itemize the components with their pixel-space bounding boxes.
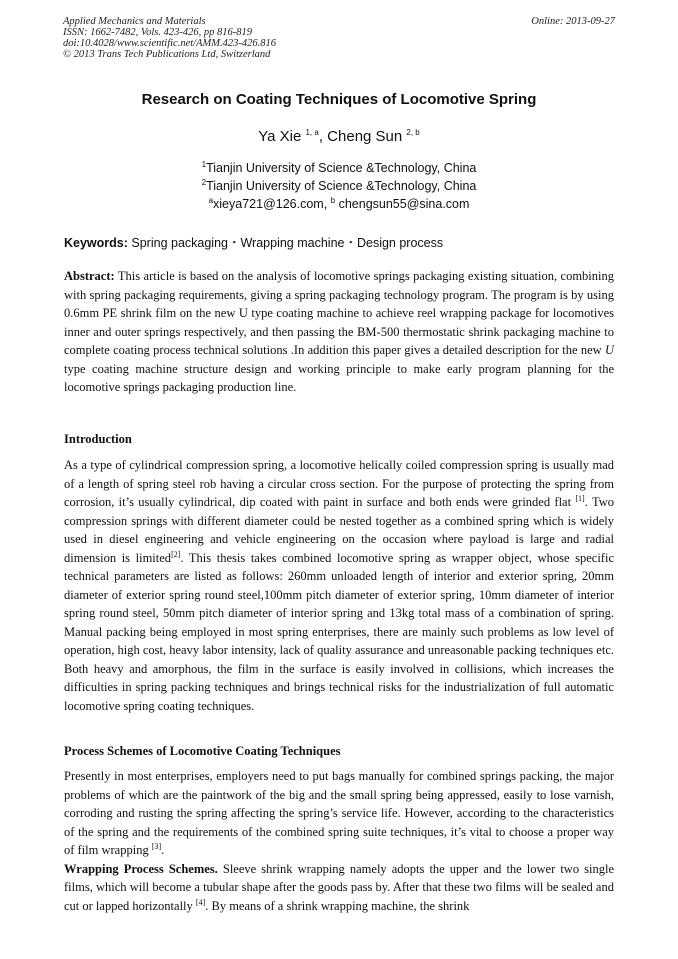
process-heading: Process Schemes of Locomotive Coating Techniques (64, 744, 341, 758)
journal-header (63, 16, 276, 60)
email-line (0, 197, 678, 211)
abstract-italic-u: U (604, 343, 614, 357)
process-text-3: . By means of a shrink wrapping machine, the shrink (205, 898, 470, 913)
paper-title: Research on Coating Techniques of Locomotive Spring (141, 91, 537, 108)
journal-name: Applied Mechanics and Materials (63, 16, 206, 27)
process-text-1: Presently in most enterprises, employers need to put bags manually for combined springs packing, the major problems of which are the paintwork of the big and the small spring being appressed, easily to lose varnish, corroding and rusting the spring affecting the spring’s service life. However, according to the characteristics of the spring and the requirements of the combined spring suite techniques, it’s vital to choose a proper way of film wrapping (64, 769, 614, 857)
process-text-1-end: . (161, 843, 165, 857)
author-line (0, 128, 678, 145)
author-1: Ya Xie (258, 128, 306, 145)
keywords-label: Keywords: (64, 236, 132, 250)
issn-line: ISSN: 1662-7482, Vols. 423-426, pp 816-819 (63, 27, 252, 38)
wrapping-label: Wrapping Process Schemes. (64, 861, 218, 876)
email-1: xieya721@126.com, (213, 197, 331, 211)
process-text-2: Sleeve shrink wrapping namely adopts the upper and the lower two single films, which will become a tubular shape after the goods pass by. After that these two films will be sealed and cut or lapped horizontally (64, 861, 615, 913)
online-date: Online: 2013-09-27 (531, 16, 615, 27)
introduction-heading: Introduction (64, 432, 132, 446)
keywords-text: Spring packaging・Wrapping machine・Design process (131, 236, 444, 250)
author-2: Cheng Sun (327, 128, 407, 145)
ref-1: [1] (575, 493, 585, 503)
doi-line: doi:10.4028/www.scientific.net/AMM.423-426.816 (63, 38, 276, 49)
author-sep: , (318, 128, 328, 145)
affiliation-2-text: Tianjin University of Science &Technology, China (206, 179, 477, 193)
intro-text-2: . Two compression springs with different diameter could be nested together as a combined spring which is widely used in diesel engineering and vehicle engineering on the occasion where payload is large and radial dimension is limited (64, 495, 614, 565)
abstract-text-b: type coating machine structure design and working principle to make early program planning for the locomotive springs packaging production line. (64, 361, 614, 394)
affiliation-2 (0, 179, 678, 193)
intro-text-3: . This thesis takes combined locomotive spring as wrapper object, whose specific technical parameters are listed as follows: 260mm unloaded length of interior and exterior spring, 20mm diameter of exterior spring round steel,100mm pitch diameter of exterior spring, 10mm diameter of interior spring round steel, 50mm pitch diameter of interior spring and 13kg total mass of a combination of spring. Manual packing being employed in most spring enterprises, there are mainly such problems as low level of operation, high cost, heavy labor intensity, lack of quality assurance and unreasonable packing techniques etc. Both heavy and amorphous, the film in the surface is easily involved in collisions, which increases the difficulties in spring packing techniques and brings technical risks for the industrialization of full automatic locomotive spring coating techniques. (64, 550, 614, 713)
affiliation-1-sup: 1 (201, 159, 207, 169)
email-1-sup: a (208, 195, 214, 205)
affiliation-1 (0, 161, 678, 175)
introduction-paragraph (64, 456, 614, 715)
email-2: chengsun55@sina.com (335, 197, 470, 211)
copyright-line: © 2013 Trans Tech Publications Ltd, Switzerland (63, 49, 271, 60)
ref-3: [3] (151, 841, 162, 851)
abstract (64, 267, 614, 397)
intro-text-1: As a type of cylindrical compression spring, a locomotive helically coiled compression spring is usually mad of a length of spring steel rob having a circular cross section. For the purpose of protecting the spring from corrosion, it’s usually cylindrical, dip coated with paint in surface and both ends were grinded flat (64, 458, 614, 509)
process-paragraph (64, 767, 614, 915)
author-2-sup: 2, b (406, 128, 420, 137)
affiliation-1-text: Tianjin University of Science &Technology, China (206, 161, 477, 175)
abstract-label: Abstract: (64, 269, 115, 283)
keywords (64, 233, 443, 251)
ref-4: [4] (195, 897, 206, 907)
ref-2: [2] (171, 549, 181, 559)
abstract-text-a: This article is based on the analysis of locomotive springs packaging existing situation, combining with spring packaging requirements, giving a spring packaging technology program. The program is by using 0.6mm PE shrink film on the new U type coating machine to achieve reel wrapping package for locomotives inner and outer springs respectively, and then passing the BM-500 thermostatic shrink packaging machine to complete coating process technical solutions .In addition this paper gives a detailed description for the new (64, 269, 614, 357)
affiliation-2-sup: 2 (201, 177, 207, 187)
author-1-sup: 1, a (305, 128, 319, 137)
email-2-sup: b (330, 195, 336, 205)
